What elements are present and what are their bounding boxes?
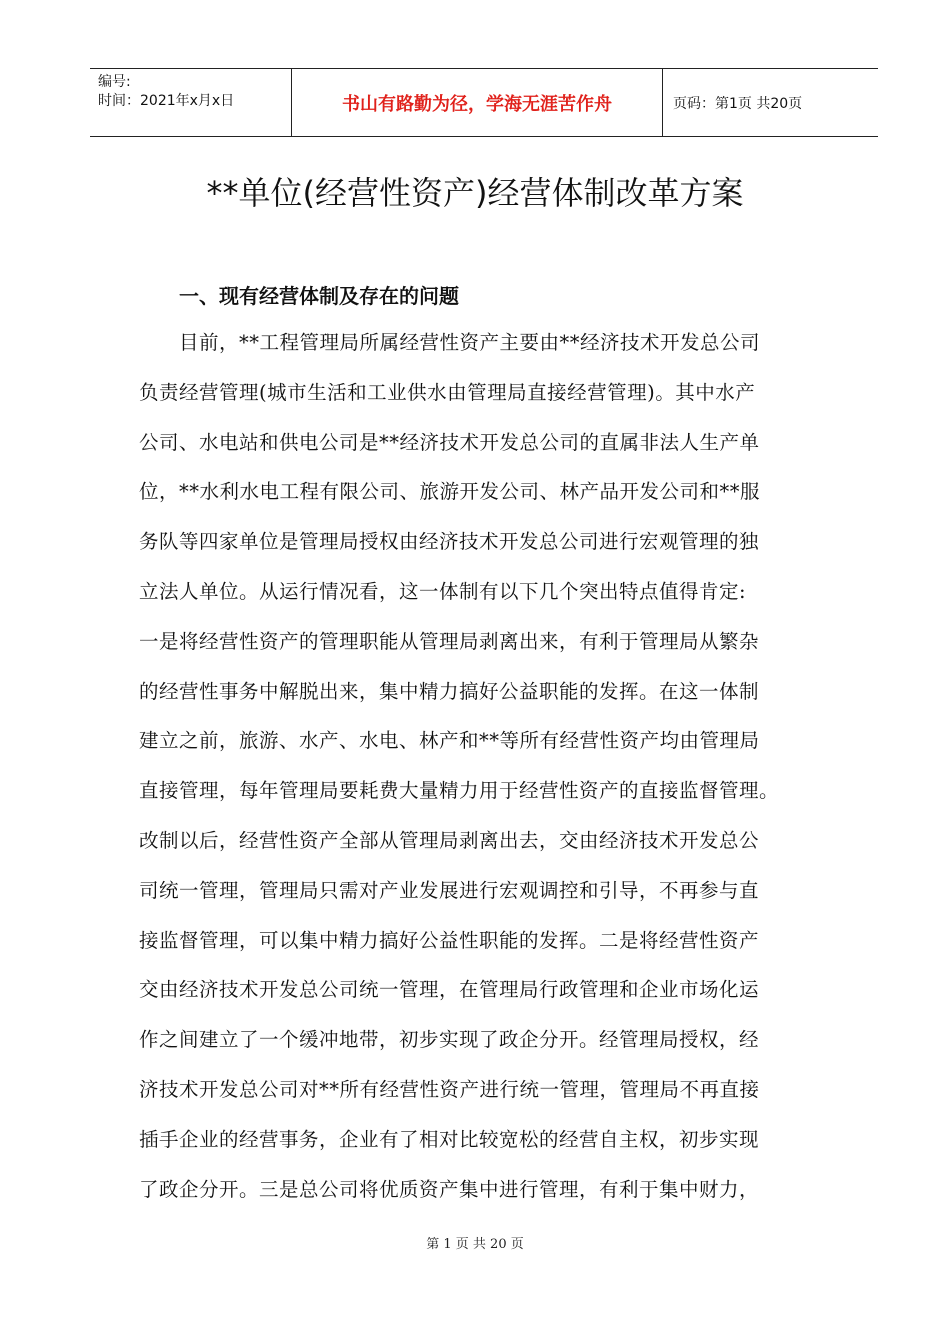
- text-line: 插手企业的经营事务，企业有了相对比较宽松的经营自主权，初步实现: [139, 1127, 760, 1151]
- text-line: 一是将经营性资产的管理职能从管理局剥离出来，有利于管理局从繁杂: [139, 629, 760, 653]
- text-line: 直接管理，每年管理局要耗费大量精力用于经营性资产的直接监督管理。: [139, 779, 780, 803]
- text-line: 接监督管理，可以集中精力搞好公益性职能的发挥。二是将经营性资产: [139, 928, 760, 952]
- document-title: **单位(经营性资产)经营体制改革方案: [206, 174, 744, 212]
- page-header: [90, 68, 878, 137]
- text-line: 负责经营管理(城市生活和工业供水由管理局直接经营管理)。其中水产: [139, 380, 756, 404]
- text-line: 改制以后，经营性资产全部从管理局剥离出去，交由经济技术开发总公: [139, 828, 760, 852]
- text-line: 作之间建立了一个缓冲地带，初步实现了政企分开。经管理局授权，经: [139, 1028, 760, 1052]
- header-meta: [90, 69, 291, 136]
- text-line: 交由经济技术开发总公司统一管理，在管理局行政管理和企业市场化运: [139, 978, 760, 1002]
- text-line: 济技术开发总公司对**所有经营性资产进行统一管理，管理局不再直接: [139, 1077, 760, 1101]
- header-page-info: 页码：第1页 共20页: [673, 95, 803, 112]
- section-heading: 一、现有经营体制及存在的问题: [179, 284, 459, 308]
- text-line: 立法人单位。从运行情况看，这一体制有以下几个突出特点值得肯定:: [139, 579, 747, 603]
- body-paragraph: [139, 318, 839, 1214]
- text-line: 位，**水利水电工程有限公司、旅游开发公司、林产品开发公司和**服: [139, 480, 761, 504]
- text-line: 务队等四家单位是管理局授权由经济技术开发总公司进行宏观管理的独: [139, 530, 760, 554]
- page-footer: 第 1 页 共 20 页: [426, 1237, 524, 1252]
- text-line: 公司、水电站和供电公司是**经济技术开发总公司的直属非法人生产单: [139, 430, 760, 454]
- header-motto: 书山有路勤为径，学海无涯苦作舟: [291, 69, 663, 136]
- document-number-label: 编号:: [98, 74, 131, 90]
- text-line: 了政企分开。三是总公司将优质资产集中进行管理，有利于集中财力，: [139, 1177, 760, 1201]
- text-line: 的经营性事务中解脱出来，集中精力搞好公益职能的发挥。在这一体制: [139, 679, 760, 703]
- text-line: 建立之前，旅游、水产、水电、林产和**等所有经营性资产均由管理局: [139, 729, 760, 753]
- text-line: 司统一管理，管理局只需对产业发展进行宏观调控和引导，不再参与直: [139, 878, 760, 902]
- document-time-label: 时间：2021年x月x日: [98, 93, 235, 109]
- text-line: 目前，**工程管理局所属经营性资产主要由**经济技术开发总公司: [139, 331, 761, 354]
